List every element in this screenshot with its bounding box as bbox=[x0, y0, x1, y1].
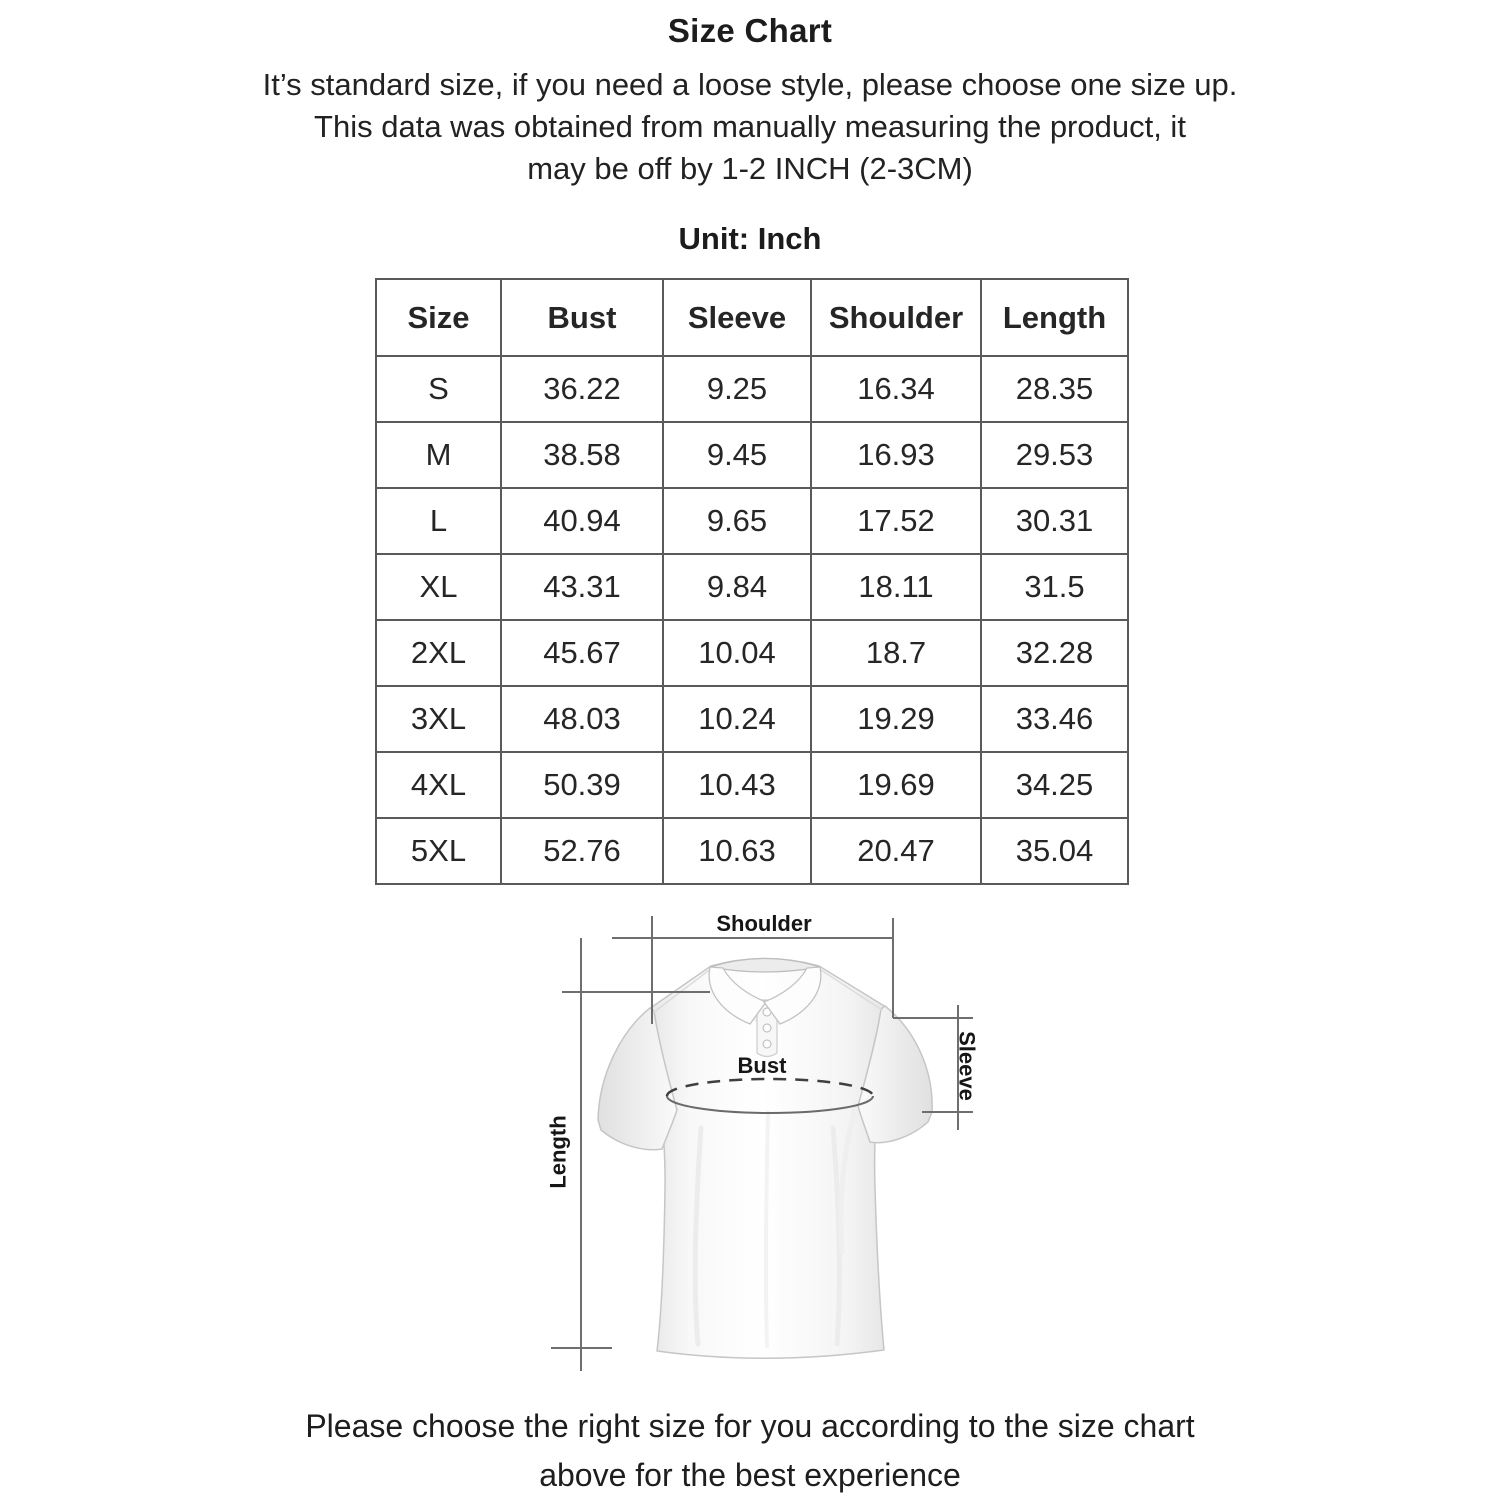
shirt-button bbox=[763, 1040, 771, 1048]
footer-line-1: Please choose the right size for you according to the size chart bbox=[305, 1408, 1195, 1444]
size-cell: L bbox=[376, 488, 501, 554]
footer-line-2: above for the best experience bbox=[539, 1457, 961, 1493]
table-row-2xl bbox=[376, 620, 1128, 686]
size-cell: S bbox=[376, 356, 501, 422]
shirt-wrinkle bbox=[766, 1112, 768, 1346]
column-header-size: Size bbox=[376, 279, 501, 356]
length-cell: 34.25 bbox=[981, 752, 1128, 818]
size-cell: 3XL bbox=[376, 686, 501, 752]
bust-cell: 43.31 bbox=[501, 554, 663, 620]
page-title: Size Chart bbox=[667, 12, 833, 49]
bust-label: Bust bbox=[737, 1053, 787, 1078]
shoulder-cell: 17.52 bbox=[811, 488, 981, 554]
length-cell: 32.28 bbox=[981, 620, 1128, 686]
shoulder-cell: 19.69 bbox=[811, 752, 981, 818]
bust-cell: 36.22 bbox=[501, 356, 663, 422]
table-row-5xl bbox=[376, 818, 1128, 884]
intro-text bbox=[0, 64, 1500, 190]
shoulder-cell: 16.93 bbox=[811, 422, 981, 488]
table-row-m bbox=[376, 422, 1128, 488]
sleeve-cell: 10.43 bbox=[663, 752, 811, 818]
bust-cell: 38.58 bbox=[501, 422, 663, 488]
sleeve-cell: 10.24 bbox=[663, 686, 811, 752]
length-label: Length bbox=[545, 1115, 571, 1189]
length-cell: 30.31 bbox=[981, 488, 1128, 554]
table-row-xl bbox=[376, 554, 1128, 620]
sleeve-cell: 9.84 bbox=[663, 554, 811, 620]
sleeve-label: Sleeve bbox=[954, 1031, 980, 1101]
sleeve-cell: 9.25 bbox=[663, 356, 811, 422]
length-cell: 29.53 bbox=[981, 422, 1128, 488]
length-cell: 35.04 bbox=[981, 818, 1128, 884]
bust-cell: 40.94 bbox=[501, 488, 663, 554]
table-row-s bbox=[376, 356, 1128, 422]
table-row-l bbox=[376, 488, 1128, 554]
length-cell: 28.35 bbox=[981, 356, 1128, 422]
collar-back bbox=[710, 959, 820, 973]
size-cell: 2XL bbox=[376, 620, 501, 686]
bust-cell: 45.67 bbox=[501, 620, 663, 686]
size-cell: 4XL bbox=[376, 752, 501, 818]
shoulder-cell: 20.47 bbox=[811, 818, 981, 884]
measurement-diagram bbox=[520, 893, 1000, 1390]
shoulder-cell: 19.29 bbox=[811, 686, 981, 752]
shoulder-cell: 18.11 bbox=[811, 554, 981, 620]
bust-cell: 50.39 bbox=[501, 752, 663, 818]
column-header-length: Length bbox=[981, 279, 1128, 356]
column-header-bust: Bust bbox=[501, 279, 663, 356]
bust-cell: 52.76 bbox=[501, 818, 663, 884]
sleeve-cell: 10.04 bbox=[663, 620, 811, 686]
unit-label: Unit: Inch bbox=[678, 221, 822, 256]
size-table-header-row bbox=[376, 279, 1128, 356]
intro-line-3: may be off by 1-2 INCH (2-3CM) bbox=[527, 151, 973, 186]
shirt-button bbox=[763, 1024, 771, 1032]
size-cell: M bbox=[376, 422, 501, 488]
polo-shirt-illustration bbox=[598, 959, 932, 1359]
shoulder-label: Shoulder bbox=[716, 911, 812, 936]
sleeve-cell: 10.63 bbox=[663, 818, 811, 884]
intro-line-1: It’s standard size, if you need a loose style, please choose one size up. bbox=[262, 67, 1238, 102]
bust-cell: 48.03 bbox=[501, 686, 663, 752]
size-table bbox=[375, 278, 1129, 885]
size-cell: XL bbox=[376, 554, 501, 620]
table-row-4xl bbox=[376, 752, 1128, 818]
sleeve-cell: 9.65 bbox=[663, 488, 811, 554]
shoulder-cell: 18.7 bbox=[811, 620, 981, 686]
footer-note bbox=[0, 1402, 1500, 1500]
size-cell: 5XL bbox=[376, 818, 501, 884]
length-cell: 33.46 bbox=[981, 686, 1128, 752]
column-header-sleeve: Sleeve bbox=[663, 279, 811, 356]
sleeve-cell: 9.45 bbox=[663, 422, 811, 488]
table-row-3xl bbox=[376, 686, 1128, 752]
column-header-shoulder: Shoulder bbox=[811, 279, 981, 356]
length-cell: 31.5 bbox=[981, 554, 1128, 620]
intro-line-2: This data was obtained from manually measuring the product, it bbox=[314, 109, 1186, 144]
shoulder-cell: 16.34 bbox=[811, 356, 981, 422]
